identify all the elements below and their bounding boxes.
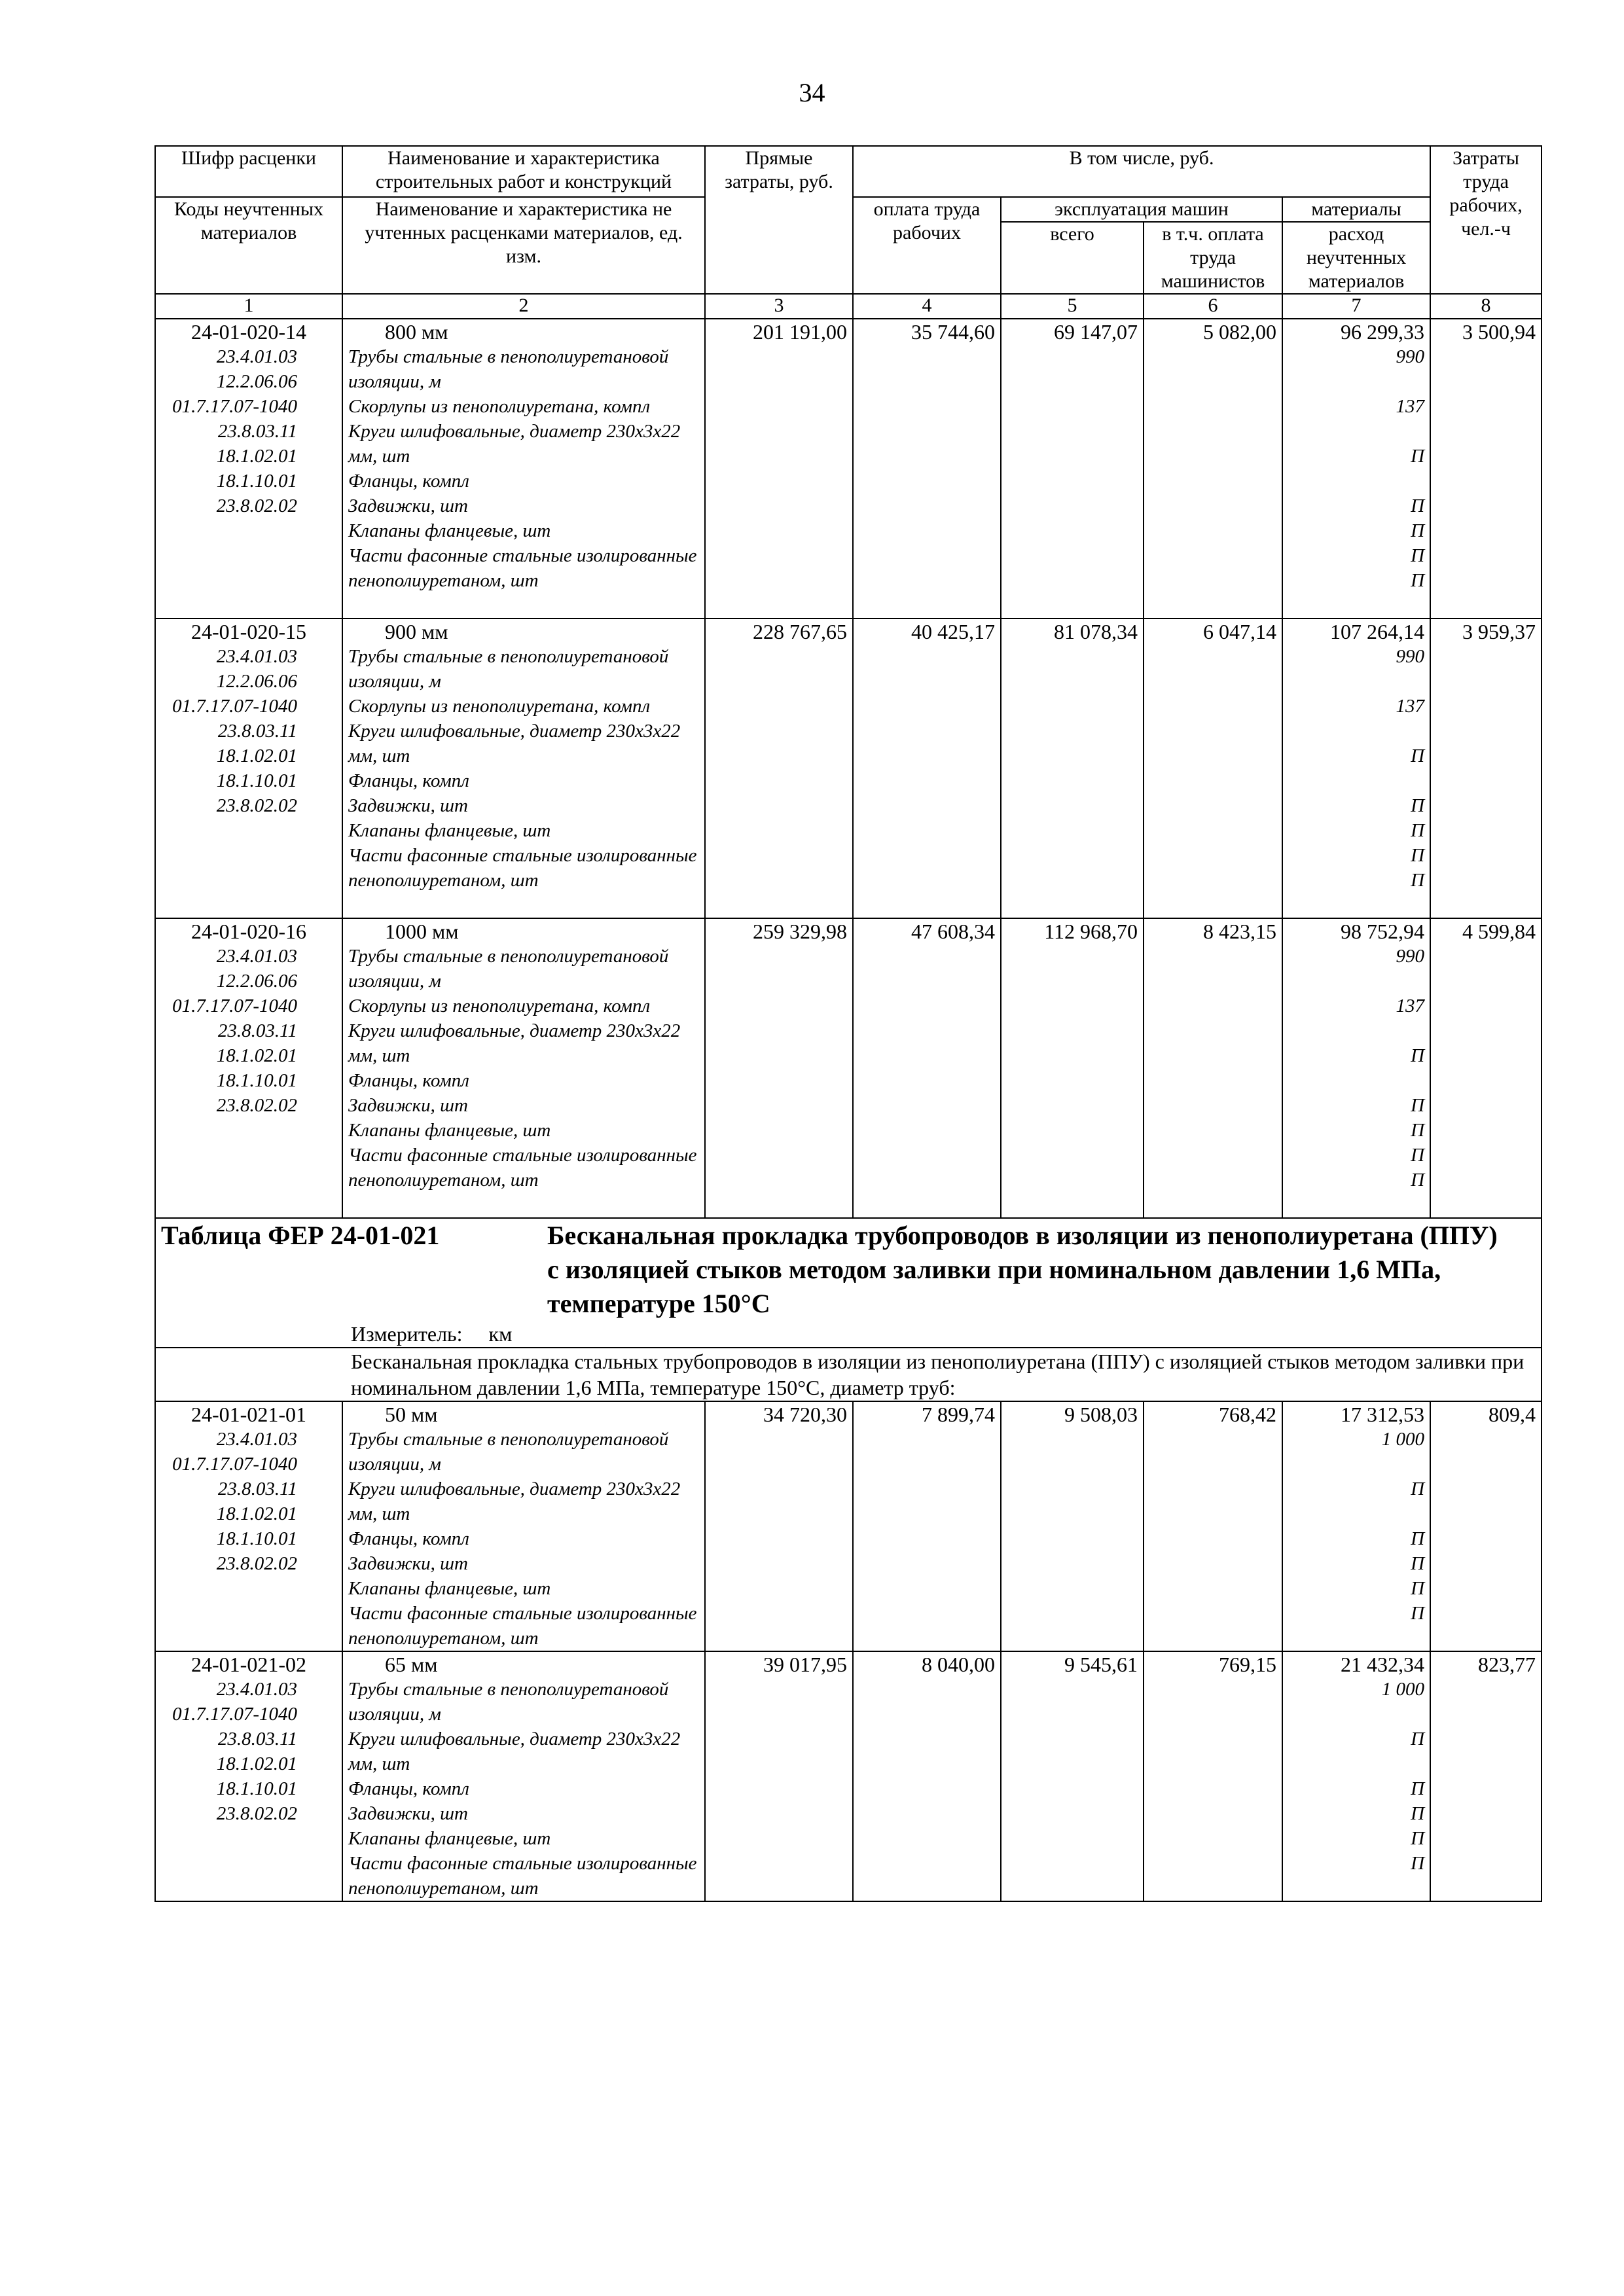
- material-name: Клапаны фланцевые, шт: [348, 820, 551, 841]
- material-code: 23.8.02.02: [216, 1553, 297, 1574]
- spacer: [1288, 1702, 1424, 1727]
- rate-code-cell: [155, 1651, 342, 1901]
- material-name: Скорлупы из пенополиуретана, компл: [348, 396, 651, 417]
- material-quantity: 990: [1396, 646, 1425, 667]
- spacer: [1288, 893, 1424, 918]
- material-quantity: П: [1411, 1145, 1425, 1166]
- rate-code: 24-01-020-16: [191, 920, 306, 943]
- rate-name-cell: [342, 918, 705, 1218]
- spacer: [1288, 719, 1424, 744]
- material-quantity: П: [1411, 1578, 1425, 1599]
- header-unaccounted-materials: расход неучтенных материалов: [1282, 222, 1430, 294]
- machinist-pay: 5 082,00: [1144, 319, 1282, 619]
- material-quantity: П: [1411, 1553, 1425, 1574]
- material-quantity: 1 000: [1381, 1679, 1425, 1700]
- direct-costs: 259 329,98: [705, 918, 853, 1218]
- material-name: Скорлупы из пенополиуретана, компл: [348, 696, 651, 717]
- material-name: Трубы стальные в пенополиуретановой изоляции, м: [348, 1679, 669, 1725]
- labor-pay: 47 608,34: [853, 918, 1001, 1218]
- header-labor-pay: оплата труда рабочих: [853, 197, 1001, 294]
- material-name: Клапаны фланцевые, шт: [348, 1120, 551, 1141]
- header-materials: материалы: [1282, 197, 1430, 222]
- material-code: 12.2.06.06: [216, 371, 297, 392]
- spacer: [1288, 1193, 1424, 1217]
- rate-name-cell: [342, 1651, 705, 1901]
- materials-cost: 17 312,53: [1341, 1403, 1425, 1426]
- labor-pay: 35 744,60: [853, 319, 1001, 619]
- column-number: 4: [853, 294, 1001, 319]
- table-label: Таблица ФЕР 24-01-021: [161, 1221, 440, 1250]
- materials-cell: [1282, 918, 1430, 1218]
- column-number: 6: [1144, 294, 1282, 319]
- spacer: [1288, 1501, 1424, 1526]
- header-machines: эксплуатация машин: [1001, 197, 1282, 222]
- machinist-pay: 768,42: [1144, 1401, 1282, 1651]
- spacer: [1288, 593, 1424, 618]
- material-code: 01.7.17.07-1040: [172, 396, 297, 417]
- column-number: 1: [155, 294, 342, 319]
- material-quantity: П: [1411, 520, 1425, 541]
- machines-total: 69 147,07: [1001, 319, 1144, 619]
- material-quantity: 137: [1396, 996, 1425, 1016]
- column-number: 5: [1001, 294, 1144, 319]
- rate-code-cell: [155, 619, 342, 918]
- pipe-diameter: 65 мм: [385, 1653, 438, 1676]
- spacer: [1288, 369, 1424, 394]
- machines-total: 9 508,03: [1001, 1401, 1144, 1651]
- labor-hours: 809,4: [1430, 1401, 1542, 1651]
- material-code: 18.1.02.01: [216, 1503, 297, 1524]
- material-name: Фланцы, компл: [348, 1070, 469, 1091]
- labor-pay: 40 425,17: [853, 619, 1001, 918]
- material-code: 23.4.01.03: [216, 1429, 297, 1450]
- spacer: [1288, 1876, 1424, 1901]
- material-name: Клапаны фланцевые, шт: [348, 1828, 551, 1849]
- header-including: В том числе, руб.: [853, 146, 1430, 197]
- machines-total: 112 968,70: [1001, 918, 1144, 1218]
- material-name: Круги шлифовальные, диаметр 230х3х22 мм, шт: [348, 721, 681, 766]
- material-name: Трубы стальные в пенополиуретановой изоляции, м: [348, 646, 669, 692]
- material-quantity: П: [1411, 1803, 1425, 1824]
- column-number: 2: [342, 294, 705, 319]
- material-code: 01.7.17.07-1040: [172, 696, 297, 717]
- material-quantity: 990: [1396, 946, 1425, 967]
- labor-hours: 3 500,94: [1430, 319, 1542, 619]
- material-code: 18.1.10.01: [216, 471, 297, 492]
- material-quantity: П: [1411, 870, 1425, 891]
- material-name: Клапаны фланцевые, шт: [348, 1578, 551, 1599]
- machines-total: 81 078,34: [1001, 619, 1144, 918]
- rate-code: 24-01-021-01: [191, 1403, 306, 1426]
- machinist-pay: 8 423,15: [1144, 918, 1282, 1218]
- materials-cell: [1282, 1651, 1430, 1901]
- material-code: 12.2.06.06: [216, 971, 297, 992]
- material-name: Трубы стальные в пенополиуретановой изоляции, м: [348, 946, 669, 992]
- material-name: Части фасонные стальные изолированные пенополиуретаном, шт: [348, 1603, 697, 1649]
- material-quantity: П: [1411, 570, 1425, 591]
- material-name: Задвижки, шт: [348, 495, 468, 516]
- material-code: 23.8.03.11: [217, 421, 297, 442]
- table-meter: [161, 1321, 1536, 1347]
- labor-hours: 3 959,37: [1430, 619, 1542, 918]
- labor-hours: 823,77: [1430, 1651, 1542, 1901]
- material-name: Круги шлифовальные, диаметр 230х3х22 мм, шт: [348, 1729, 681, 1774]
- material-quantity: 990: [1396, 346, 1425, 367]
- material-name: Фланцы, компл: [348, 471, 469, 492]
- direct-costs: 201 191,00: [705, 319, 853, 619]
- rate-code: 24-01-020-14: [191, 320, 306, 344]
- material-code: 23.8.03.11: [217, 1729, 297, 1749]
- material-code: 23.8.02.02: [216, 495, 297, 516]
- material-code: 12.2.06.06: [216, 671, 297, 692]
- rate-code-cell: [155, 918, 342, 1218]
- material-quantity: П: [1411, 820, 1425, 841]
- materials-cell: [1282, 619, 1430, 918]
- material-quantity: П: [1411, 1479, 1425, 1499]
- material-code: 18.1.02.01: [216, 1045, 297, 1066]
- material-code: 01.7.17.07-1040: [172, 1704, 297, 1725]
- material-quantity: П: [1411, 1095, 1425, 1116]
- material-quantity: П: [1411, 1045, 1425, 1066]
- header-direct-costs: Прямые затраты, руб.: [705, 146, 853, 294]
- rate-code-cell: [155, 319, 342, 619]
- materials-cell: [1282, 319, 1430, 619]
- rate-group: [155, 1401, 1542, 1651]
- material-name: Части фасонные стальные изолированные пенополиуретаном, шт: [348, 1853, 697, 1899]
- meter-value: км: [488, 1322, 513, 1346]
- material-name: Клапаны фланцевые, шт: [348, 520, 551, 541]
- material-quantity: П: [1411, 745, 1425, 766]
- rate-group: [155, 1651, 1542, 1901]
- spacer: [1288, 1068, 1424, 1093]
- rate-code: 24-01-021-02: [191, 1653, 306, 1676]
- material-code: 23.8.03.11: [217, 721, 297, 742]
- material-code: 18.1.02.01: [216, 1753, 297, 1774]
- labor-pay: 7 899,74: [853, 1401, 1001, 1651]
- material-code: 23.8.03.11: [217, 1479, 297, 1499]
- material-code: 23.8.03.11: [217, 1020, 297, 1041]
- materials-cost: 96 299,33: [1341, 320, 1425, 344]
- column-number: 8: [1430, 294, 1542, 319]
- table-intro: [155, 1348, 1542, 1401]
- material-name: Задвижки, шт: [348, 795, 468, 816]
- rates-table: [154, 145, 1542, 1902]
- header-machinist-pay: в т.ч. оплата труда машинистов: [1144, 222, 1282, 294]
- header-labor-hours: Затраты труда рабочих, чел.-ч: [1430, 146, 1542, 294]
- meter-label: Измеритель:: [351, 1322, 463, 1346]
- pipe-diameter: 800 мм: [385, 320, 448, 344]
- material-code: 23.4.01.03: [216, 946, 297, 967]
- spacer: [1288, 1626, 1424, 1651]
- rate-code-cell: [155, 1401, 342, 1651]
- header-material-codes: Коды неучтенных материалов: [155, 197, 342, 294]
- material-code: 18.1.02.01: [216, 446, 297, 467]
- pipe-diameter: 50 мм: [385, 1403, 438, 1426]
- rate-name-cell: [342, 619, 705, 918]
- material-code: 18.1.10.01: [216, 1070, 297, 1091]
- rate-name-cell: [342, 1401, 705, 1651]
- material-name: Круги шлифовальные, диаметр 230х3х22 мм, шт: [348, 421, 681, 467]
- material-code: 23.4.01.03: [216, 346, 297, 367]
- direct-costs: 39 017,95: [705, 1651, 853, 1901]
- rate-code: 24-01-020-15: [191, 620, 306, 643]
- material-name: Задвижки, шт: [348, 1095, 468, 1116]
- direct-costs: 228 767,65: [705, 619, 853, 918]
- materials-cost: 107 264,14: [1330, 620, 1425, 643]
- machinist-pay: 6 047,14: [1144, 619, 1282, 918]
- material-code: 18.1.02.01: [216, 745, 297, 766]
- header-work-name: Наименование и характеристика строительных работ и конструкций: [342, 146, 705, 197]
- material-quantity: П: [1411, 1729, 1425, 1749]
- machinist-pay: 769,15: [1144, 1651, 1282, 1901]
- material-quantity: П: [1411, 795, 1425, 816]
- material-quantity: П: [1411, 845, 1425, 866]
- labor-hours: 4 599,84: [1430, 918, 1542, 1218]
- material-name: Скорлупы из пенополиуретана, компл: [348, 996, 651, 1016]
- rate-name-cell: [342, 319, 705, 619]
- material-quantity: 137: [1396, 396, 1425, 417]
- spacer: [1288, 768, 1424, 793]
- material-quantity: П: [1411, 495, 1425, 516]
- material-code: 18.1.10.01: [216, 1528, 297, 1549]
- spacer: [1288, 1751, 1424, 1776]
- material-name: Задвижки, шт: [348, 1803, 468, 1824]
- material-quantity: П: [1411, 1170, 1425, 1191]
- table-heading: [155, 1218, 1542, 1348]
- material-name: Трубы стальные в пенополиуретановой изоляции, м: [348, 346, 669, 392]
- spacer: [1288, 1452, 1424, 1477]
- material-code: 01.7.17.07-1040: [172, 1454, 297, 1475]
- spacer: [1288, 419, 1424, 444]
- material-name: Части фасонные стальные изолированные пенополиуретаном, шт: [348, 1145, 697, 1191]
- header-machines-total: всего: [1001, 222, 1144, 294]
- material-quantity: П: [1411, 1853, 1425, 1874]
- material-quantity: П: [1411, 1528, 1425, 1549]
- pipe-diameter: 1000 мм: [385, 920, 459, 943]
- material-quantity: П: [1411, 1828, 1425, 1849]
- spacer: [1288, 1018, 1424, 1043]
- material-code: 23.4.01.03: [216, 646, 297, 667]
- material-name: Фланцы, компл: [348, 1528, 469, 1549]
- pipe-diameter: 900 мм: [385, 620, 448, 643]
- direct-costs: 34 720,30: [705, 1401, 853, 1651]
- material-quantity: П: [1411, 1120, 1425, 1141]
- material-code: 18.1.10.01: [216, 770, 297, 791]
- material-code: 23.8.02.02: [216, 795, 297, 816]
- rate-group: [155, 918, 1542, 1218]
- material-quantity: П: [1411, 1603, 1425, 1624]
- materials-cost: 98 752,94: [1341, 920, 1425, 943]
- material-name: Трубы стальные в пенополиуретановой изоляции, м: [348, 1429, 669, 1475]
- column-number: 7: [1282, 294, 1430, 319]
- rate-group: [155, 619, 1542, 918]
- material-name: Круги шлифовальные, диаметр 230х3х22 мм, шт: [348, 1479, 681, 1524]
- intro-text: Бесканальная прокладка стальных трубопроводов в изоляции из пенополиуретана (ППУ) с изоляцией стыков методом заливки при номинальном давлении 1,6 МПа, температуре 150°С, диаметр труб:: [351, 1350, 1525, 1399]
- machines-total: 9 545,61: [1001, 1651, 1144, 1901]
- column-number: 3: [705, 294, 853, 319]
- material-name: Задвижки, шт: [348, 1553, 468, 1574]
- header-material-names: Наименование и характеристика не учтенных расценками материалов, ед. изм.: [342, 197, 705, 294]
- material-name: Фланцы, компл: [348, 770, 469, 791]
- spacer: [1288, 969, 1424, 994]
- material-code: 18.1.10.01: [216, 1778, 297, 1799]
- material-quantity: П: [1411, 545, 1425, 566]
- material-code: 23.8.02.02: [216, 1803, 297, 1824]
- material-name: Части фасонные стальные изолированные пенополиуретаном, шт: [348, 845, 697, 891]
- material-quantity: 137: [1396, 696, 1425, 717]
- materials-cell: [1282, 1401, 1430, 1651]
- material-code: 23.8.02.02: [216, 1095, 297, 1116]
- material-name: Круги шлифовальные, диаметр 230х3х22 мм, шт: [348, 1020, 681, 1066]
- page-number: 34: [799, 78, 825, 107]
- labor-pay: 8 040,00: [853, 1651, 1001, 1901]
- material-name: Фланцы, компл: [348, 1778, 469, 1799]
- material-code: 23.4.01.03: [216, 1679, 297, 1700]
- table-title: Бесканальная прокладка трубопроводов в изоляции из пенополиуретана (ППУ) с изоляцией стыков методом заливки при номинальном давлении 1,6 МПа, температуре 150°С: [547, 1221, 1498, 1318]
- materials-cost: 21 432,34: [1341, 1653, 1425, 1676]
- material-quantity: 1 000: [1381, 1429, 1425, 1450]
- spacer: [1288, 669, 1424, 694]
- material-quantity: П: [1411, 1778, 1425, 1799]
- material-code: 01.7.17.07-1040: [172, 996, 297, 1016]
- material-quantity: П: [1411, 446, 1425, 467]
- material-name: Части фасонные стальные изолированные пенополиуретаном, шт: [348, 545, 697, 591]
- spacer: [1288, 469, 1424, 493]
- header-code: Шифр расценки: [155, 146, 342, 197]
- rate-group: [155, 319, 1542, 619]
